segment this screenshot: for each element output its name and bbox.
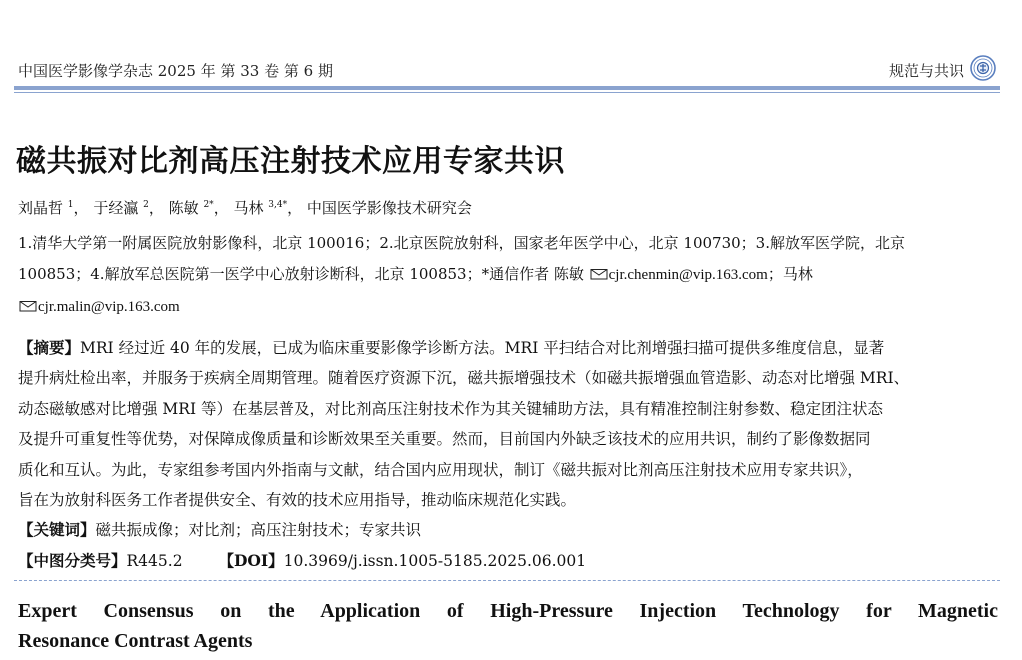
abstract-text: 及提升可重复性等优势，对保障成像质量和诊断效果至关重要。然而，目前国内外缺乏该技术的应用共识，制约了影像数据同 <box>18 430 871 449</box>
clc-value: R445.2 <box>126 552 183 570</box>
article-title-cn: 磁共振对比剂高压注射技术应用专家共识 <box>16 144 565 179</box>
abstract-label: 【摘要】 <box>18 338 81 357</box>
affiliations <box>18 228 998 323</box>
envelope-icon <box>19 300 37 312</box>
affiliation-line: 1.清华大学第一附属医院放射影像科，北京 100016；2.北京医院放射科，国家老年医学中心，北京 100730；3.解放军医学院，北京 <box>18 234 905 252</box>
keywords <box>18 518 421 540</box>
author-name: 陈敏 <box>168 199 199 217</box>
author-list: 刘晶哲 $^1$， 于经瀛 $^2$， 陈敏 $^{2*}$， 马林 $^{3,4*}$， 中国医学影像技术研究会 <box>18 199 472 217</box>
header-rule-thin <box>14 92 1000 93</box>
envelope-icon <box>590 268 608 280</box>
author-name: 于经瀛 <box>93 199 139 217</box>
author-name: 马林 <box>233 199 264 217</box>
section-divider <box>14 580 1000 581</box>
doi-label: 【DOI】 <box>218 551 284 570</box>
abstract <box>18 333 998 515</box>
journal-emblem-icon <box>970 55 996 81</box>
author-name: 刘晶哲 <box>18 199 64 217</box>
keywords-text: 磁共振成像；对比剂；高压注射技术；专家共识 <box>95 521 422 539</box>
article-title-en-line: Expert Consensus on the Application of High-Pressure Injection Technology for Magnetic <box>18 600 998 622</box>
email-link[interactable]: cjr.malin@vip.163.com <box>38 299 180 315</box>
email-link[interactable]: cjr.chenmin@vip.163.com <box>608 267 768 283</box>
abstract-text: 质化和互认。为此，专家组参考国内外指南与文献，结合国内应用现状，制订《磁共振对比剂高压注射技术应用专家共识》， <box>18 460 863 479</box>
abstract-text: MRI 经过近 40 年的发展，已成为临床重要影像学诊断方法。MRI 平扫结合对比剂增强扫描可提供多维度信息，显著 <box>80 339 885 357</box>
doi-value[interactable]: 10.3969/j.issn.1005-5185.2025.06.001 <box>283 552 587 570</box>
abstract-text: 动态磁敏感对比增强 MRI 等）在基层普及，对比剂高压注射技术作为其关键辅助方法，具有精准控制注射参数、稳定团注状态 <box>18 399 884 418</box>
author-affiliation-mark: 3,4* <box>268 200 288 210</box>
author-affiliation-mark: 2* <box>203 200 214 210</box>
article-title-en-line: Resonance Contrast Agents <box>18 630 253 652</box>
section-label: 规范与共识 <box>888 62 964 80</box>
author-affiliation-mark: 1 <box>67 200 74 210</box>
affiliation-line: 100853；4.解放军总医院第一医学中心放射诊断科，北京 100853；*通信作者 陈敏 cjr.chenmin@vip.163.com；马林 <box>18 265 813 283</box>
keywords-label: 【关键词】 <box>18 520 96 539</box>
author-affiliation-mark: 2 <box>143 200 149 210</box>
clc-label: 【中图分类号】 <box>18 551 127 570</box>
affiliation-line <box>18 291 998 323</box>
header-rule <box>14 86 1000 90</box>
abstract-text: 提升病灶检出率，并服务于疾病全周期管理。随着医疗资源下沉，磁共振增强技术（如磁共振增强血管造影、动态对比增强 MRI、 <box>18 369 910 388</box>
article-title-en <box>18 596 998 656</box>
author-organization: 中国医学影像技术研究会 <box>306 199 472 217</box>
abstract-text: 旨在为放射科医务工作者提供安全、有效的技术应用指导，推动临床规范化实践。 <box>18 491 577 510</box>
journal-citation: 中国医学影像学杂志 2025 年 第 33 卷 第 6 期 <box>18 62 333 80</box>
running-header <box>14 54 998 84</box>
classification <box>18 549 586 571</box>
